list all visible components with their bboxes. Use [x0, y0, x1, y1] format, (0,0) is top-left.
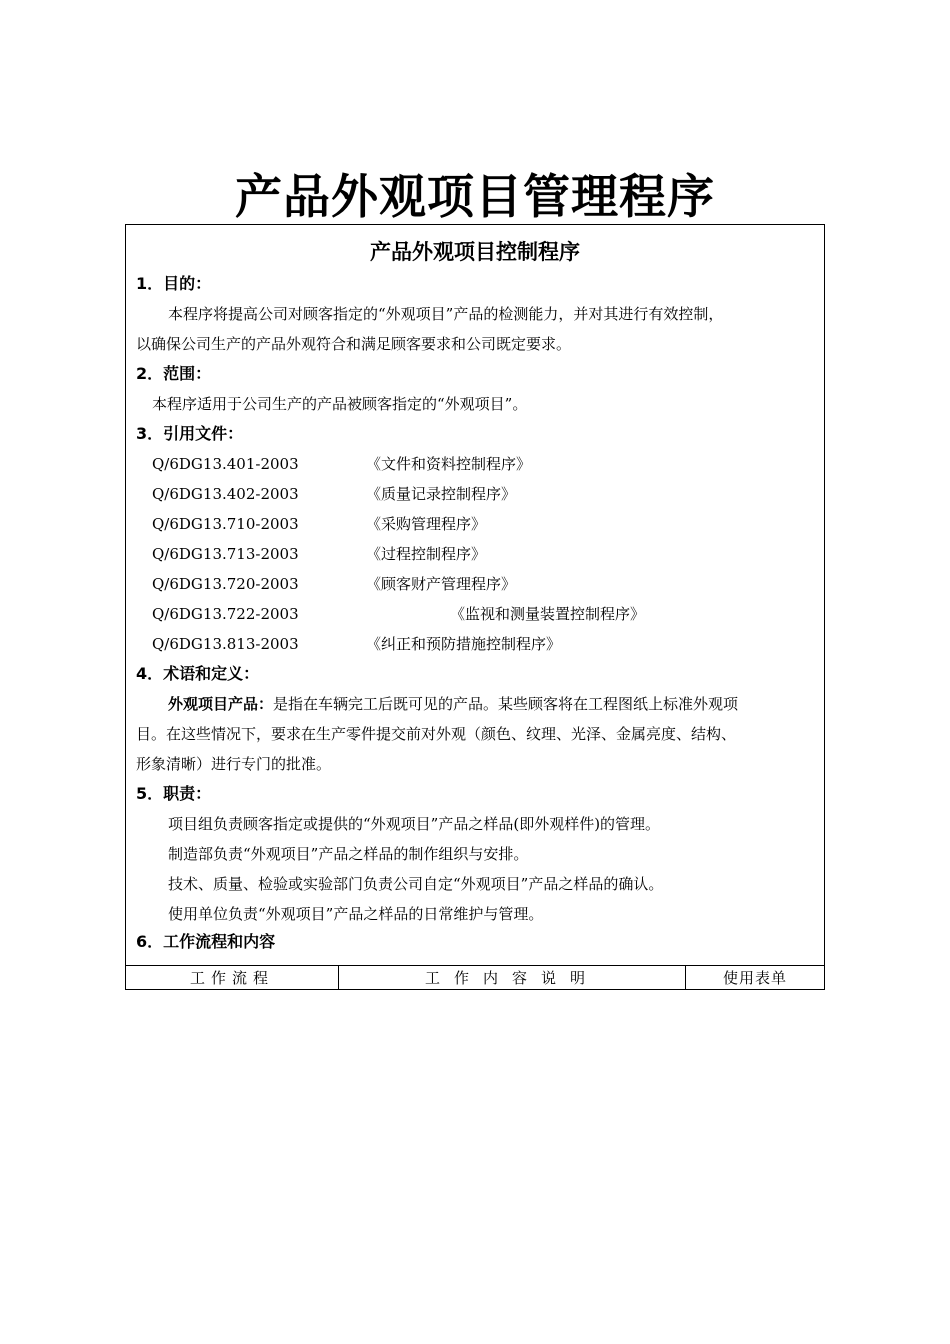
reference-row [136, 509, 818, 539]
reference-row [136, 479, 818, 509]
reference-document: 《过程控制程序》 [366, 545, 487, 563]
reference-row [136, 629, 818, 659]
reference-code: Q/6DG13.722-2003 [152, 605, 299, 623]
column-header-workflow: 工作流程 [126, 966, 339, 990]
section-heading-terms: 4．术语和定义： [136, 664, 260, 683]
procedure-subtitle: 产品外观项目控制程序 [370, 240, 580, 264]
responsibility-item: 技术、质量、检验或实验部门负责公司自定“外观项目”产品之样品的确认。 [168, 875, 664, 893]
responsibility-item: 使用单位负责“外观项目”产品之样品的日常维护与管理。 [168, 905, 544, 923]
column-header-content: 工作内容说明 [339, 966, 686, 990]
purpose-text-line-2: 以确保公司生产的产品外观符合和满足顾客要求和公司既定要求。 [136, 335, 572, 353]
terms-text-line-1 [136, 689, 818, 719]
reference-document: 《采购管理程序》 [366, 515, 487, 533]
responsibility-item: 项目组负责顾客指定或提供的“外观项目”产品之样品(即外观样件)的管理。 [168, 815, 661, 833]
column-header-forms: 使用表单 [722, 969, 787, 987]
reference-row [136, 599, 818, 629]
reference-code: Q/6DG13.402-2003 [152, 485, 299, 503]
term-definition: 是指在车辆完工后既可见的产品。某些顾客将在工程图纸上标准外观项 [273, 695, 739, 713]
section-heading-purpose: 1．目的： [136, 274, 212, 293]
reference-row [136, 449, 818, 479]
reference-document: 《质量记录控制程序》 [366, 485, 517, 503]
reference-row [136, 569, 818, 599]
section-heading-scope: 2．范围： [136, 364, 212, 383]
reference-row [136, 539, 818, 569]
section-heading-references: 3．引用文件： [136, 424, 244, 443]
reference-code: Q/6DG13.720-2003 [152, 575, 299, 593]
terms-text-line-2: 目。在这些情况下，要求在生产零件提交前对外观（颜色、纹理、光泽、金属亮度、结构、 [136, 725, 737, 743]
reference-document: 《顾客财产管理程序》 [366, 575, 517, 593]
procedure-frame [125, 224, 825, 990]
reference-code: Q/6DG13.401-2003 [152, 455, 299, 473]
document-title: 产品外观项目管理程序 [235, 170, 715, 225]
terms-text-line-3: 形象清晰）进行专门的批准。 [136, 755, 332, 773]
reference-code: Q/6DG13.813-2003 [152, 635, 299, 653]
section-heading-workflow: 6．工作流程和内容 [136, 932, 276, 951]
reference-document: 《监视和测量装置控制程序》 [450, 605, 646, 623]
reference-document: 《文件和资料控制程序》 [366, 455, 532, 473]
scope-text: 本程序适用于公司生产的产品被顾客指定的“外观项目”。 [152, 395, 528, 413]
reference-code: Q/6DG13.713-2003 [152, 545, 299, 563]
section-heading-responsibilities: 5．职责： [136, 784, 212, 803]
responsibility-item: 制造部负责“外观项目”产品之样品的制作组织与安排。 [168, 845, 529, 863]
procedure-content [136, 269, 818, 955]
purpose-text-line-1: 本程序将提高公司对顾客指定的“外观项目”产品的检测能力，并对其进行有效控制， [168, 305, 724, 323]
workflow-table-header [126, 965, 824, 990]
term-label: 外观项目产品： [168, 695, 274, 713]
reference-document: 《纠正和预防措施控制程序》 [366, 635, 562, 653]
reference-code: Q/6DG13.710-2003 [152, 515, 299, 533]
